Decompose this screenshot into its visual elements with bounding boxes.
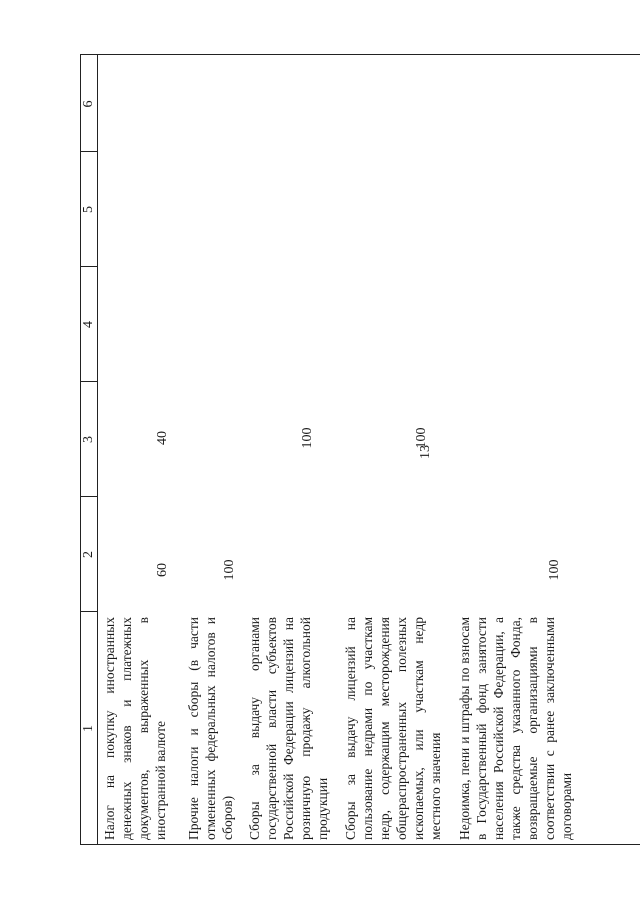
row-5-name: Недоимка, пени и штрафы по взносам в Государственный фонд занятости населения Российской Федерации, а также средства указанного Фонда, возвращаемые организациями в соответствии с ранее заключенными договорами <box>457 617 574 840</box>
row-3-name: Сборы за выдачу органами государственной власти субъектов Российской Федерации лицензий на розничную продажу алкогольной продукции <box>247 617 330 840</box>
row-3-col3: 100 <box>300 427 315 449</box>
column-header-5: 5 <box>81 206 96 213</box>
row-1-name: Налог на покупку иностранных денежных знаков и платежных документов, выраженных в иностранной валюте <box>102 617 168 840</box>
row-1-col3: 40 <box>155 431 170 445</box>
row-4-col3: 100 <box>414 427 429 449</box>
page-number: 13 <box>418 445 433 459</box>
row-5-col2: 100 <box>547 559 562 581</box>
header-divider <box>97 55 98 845</box>
column-header-1: 1 <box>81 725 96 732</box>
row-1-col2: 60 <box>155 563 170 577</box>
row-2-name: Прочие налоги и сборы (в части отмененных федеральных налогов и сборов) <box>186 617 235 840</box>
column-header-3: 3 <box>81 436 96 443</box>
column-header-4: 4 <box>81 321 96 328</box>
column-header-2: 2 <box>81 551 96 558</box>
column-header-6: 6 <box>81 100 96 108</box>
row-4-name: Сборы за выдачу лицензий на пользование недрами по участкам недр, содержащим месторождения общераспространенных полезных ископаемых, или участкам недр местного значения <box>343 617 443 840</box>
row-2-col2: 100 <box>222 559 237 581</box>
